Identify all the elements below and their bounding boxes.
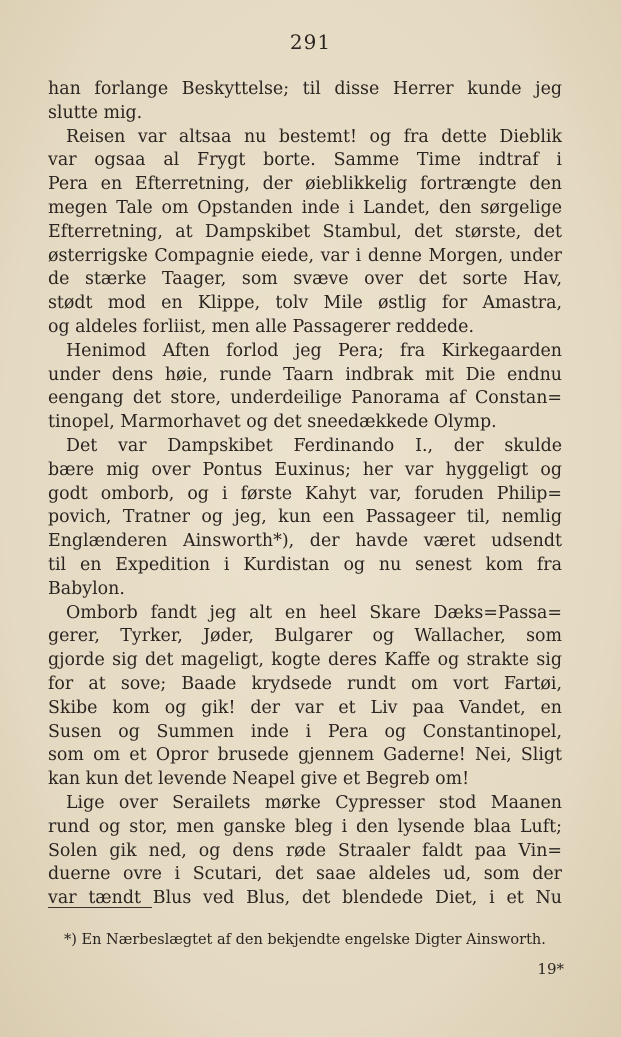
- text-line: Henimod Aften forlod jeg Pera; fra Kirkegaarden: [66, 340, 562, 361]
- text-line: povich, Tratner og jeg, kun een Passageer til, nemlig: [48, 507, 562, 528]
- text-line: bære mig over Pontus Euxinus; her var hyggeligt og: [48, 459, 562, 480]
- text-line: Lige over Serailets mørke Cypresser stod Maanen: [66, 792, 562, 813]
- text-line: var tændt Blus ved Blus, det blendede Diet, i et Nu: [48, 888, 562, 909]
- text-line: Susen og Summen inde i Pera og Constantinopel,: [48, 721, 562, 742]
- text-line: under dens høie, runde Taarn indbrak mit Die endnu: [48, 364, 562, 385]
- text-line: Efterretning, at Dampskibet Stambul, det største, det: [48, 221, 562, 242]
- text-line: Skibe kom og gik! der var et Liv paa Vandet, en: [48, 697, 562, 718]
- text-line: eengang det store, underdeilige Panorama af Constan=: [48, 388, 562, 409]
- text-line: megen Tale om Opstanden inde i Landet, den sørgelige: [48, 197, 562, 218]
- text-line: Solen gik ned, og dens røde Straaler faldt paa Vin=: [48, 840, 562, 861]
- body-text: [48, 78, 562, 911]
- text-line: kan kun det levende Neapel give et Begreb om!: [48, 769, 470, 790]
- text-line: som om et Opror brusede gjennem Gaderne! Nei, Sligt: [48, 745, 562, 766]
- text-line: Reisen var altsaa nu bestemt! og fra dette Dieblik: [66, 126, 562, 147]
- page-number: 291: [289, 30, 332, 54]
- text-line: gjorde sig det mageligt, kogte deres Kaffe og strakte sig: [48, 650, 562, 671]
- text-line: Det var Dampskibet Ferdinando I., der skulde: [66, 435, 562, 456]
- footnote-divider: [48, 907, 152, 908]
- text-line: og aldeles forliist, men alle Passagerer reddede.: [48, 316, 474, 337]
- text-line: Pera en Efterretning, der øieblikkelig fortrængte den: [48, 174, 562, 195]
- text-line: duerne ovre i Scutari, det saae aldeles ud, som der: [48, 864, 562, 885]
- text-line: gerer, Tyrker, Jøder, Bulgarer og Wallacher, som: [48, 626, 562, 647]
- text-line: til en Expedition i Kurdistan og nu senest kom fra: [48, 554, 562, 575]
- text-line: slutte mig.: [48, 102, 143, 123]
- text-line: de stærke Taager, som svæve over det sorte Hav,: [48, 269, 562, 290]
- text-line: stødt mod en Klippe, tolv Mile østlig for Amastra,: [48, 293, 562, 314]
- footnote: *) En Nærbeslægtet af den bekjendte engelske Digter Ainsworth.: [64, 932, 546, 948]
- text-line: han forlange Beskyttelse; til disse Herrer kunde jeg: [48, 79, 562, 99]
- text-line: Babylon.: [48, 578, 125, 599]
- text-line: Englænderen Ainsworth*), der havde været udsendt: [48, 531, 562, 552]
- text-line: var ogsaa al Frygt borte. Samme Time indtraf i: [48, 150, 562, 171]
- text-line: godt omborb, og i første Kahyt var, foruden Philip=: [48, 483, 562, 504]
- signature-mark: 19*: [537, 960, 564, 978]
- text-line: østerrigske Compagnie eiede, var i denne Morgen, under: [48, 245, 562, 266]
- text-line: for at sove; Baade krydsede rundt om vort Fartøi,: [48, 673, 562, 694]
- text-line: tinopel, Marmorhavet og det sneedækkede Olymp.: [48, 412, 497, 433]
- text-line: rund og stor, men ganske bleg i den lysende blaa Luft;: [48, 816, 562, 837]
- text-line: Omborb fandt jeg alt en heel Skare Dæks=Passa=: [66, 602, 562, 623]
